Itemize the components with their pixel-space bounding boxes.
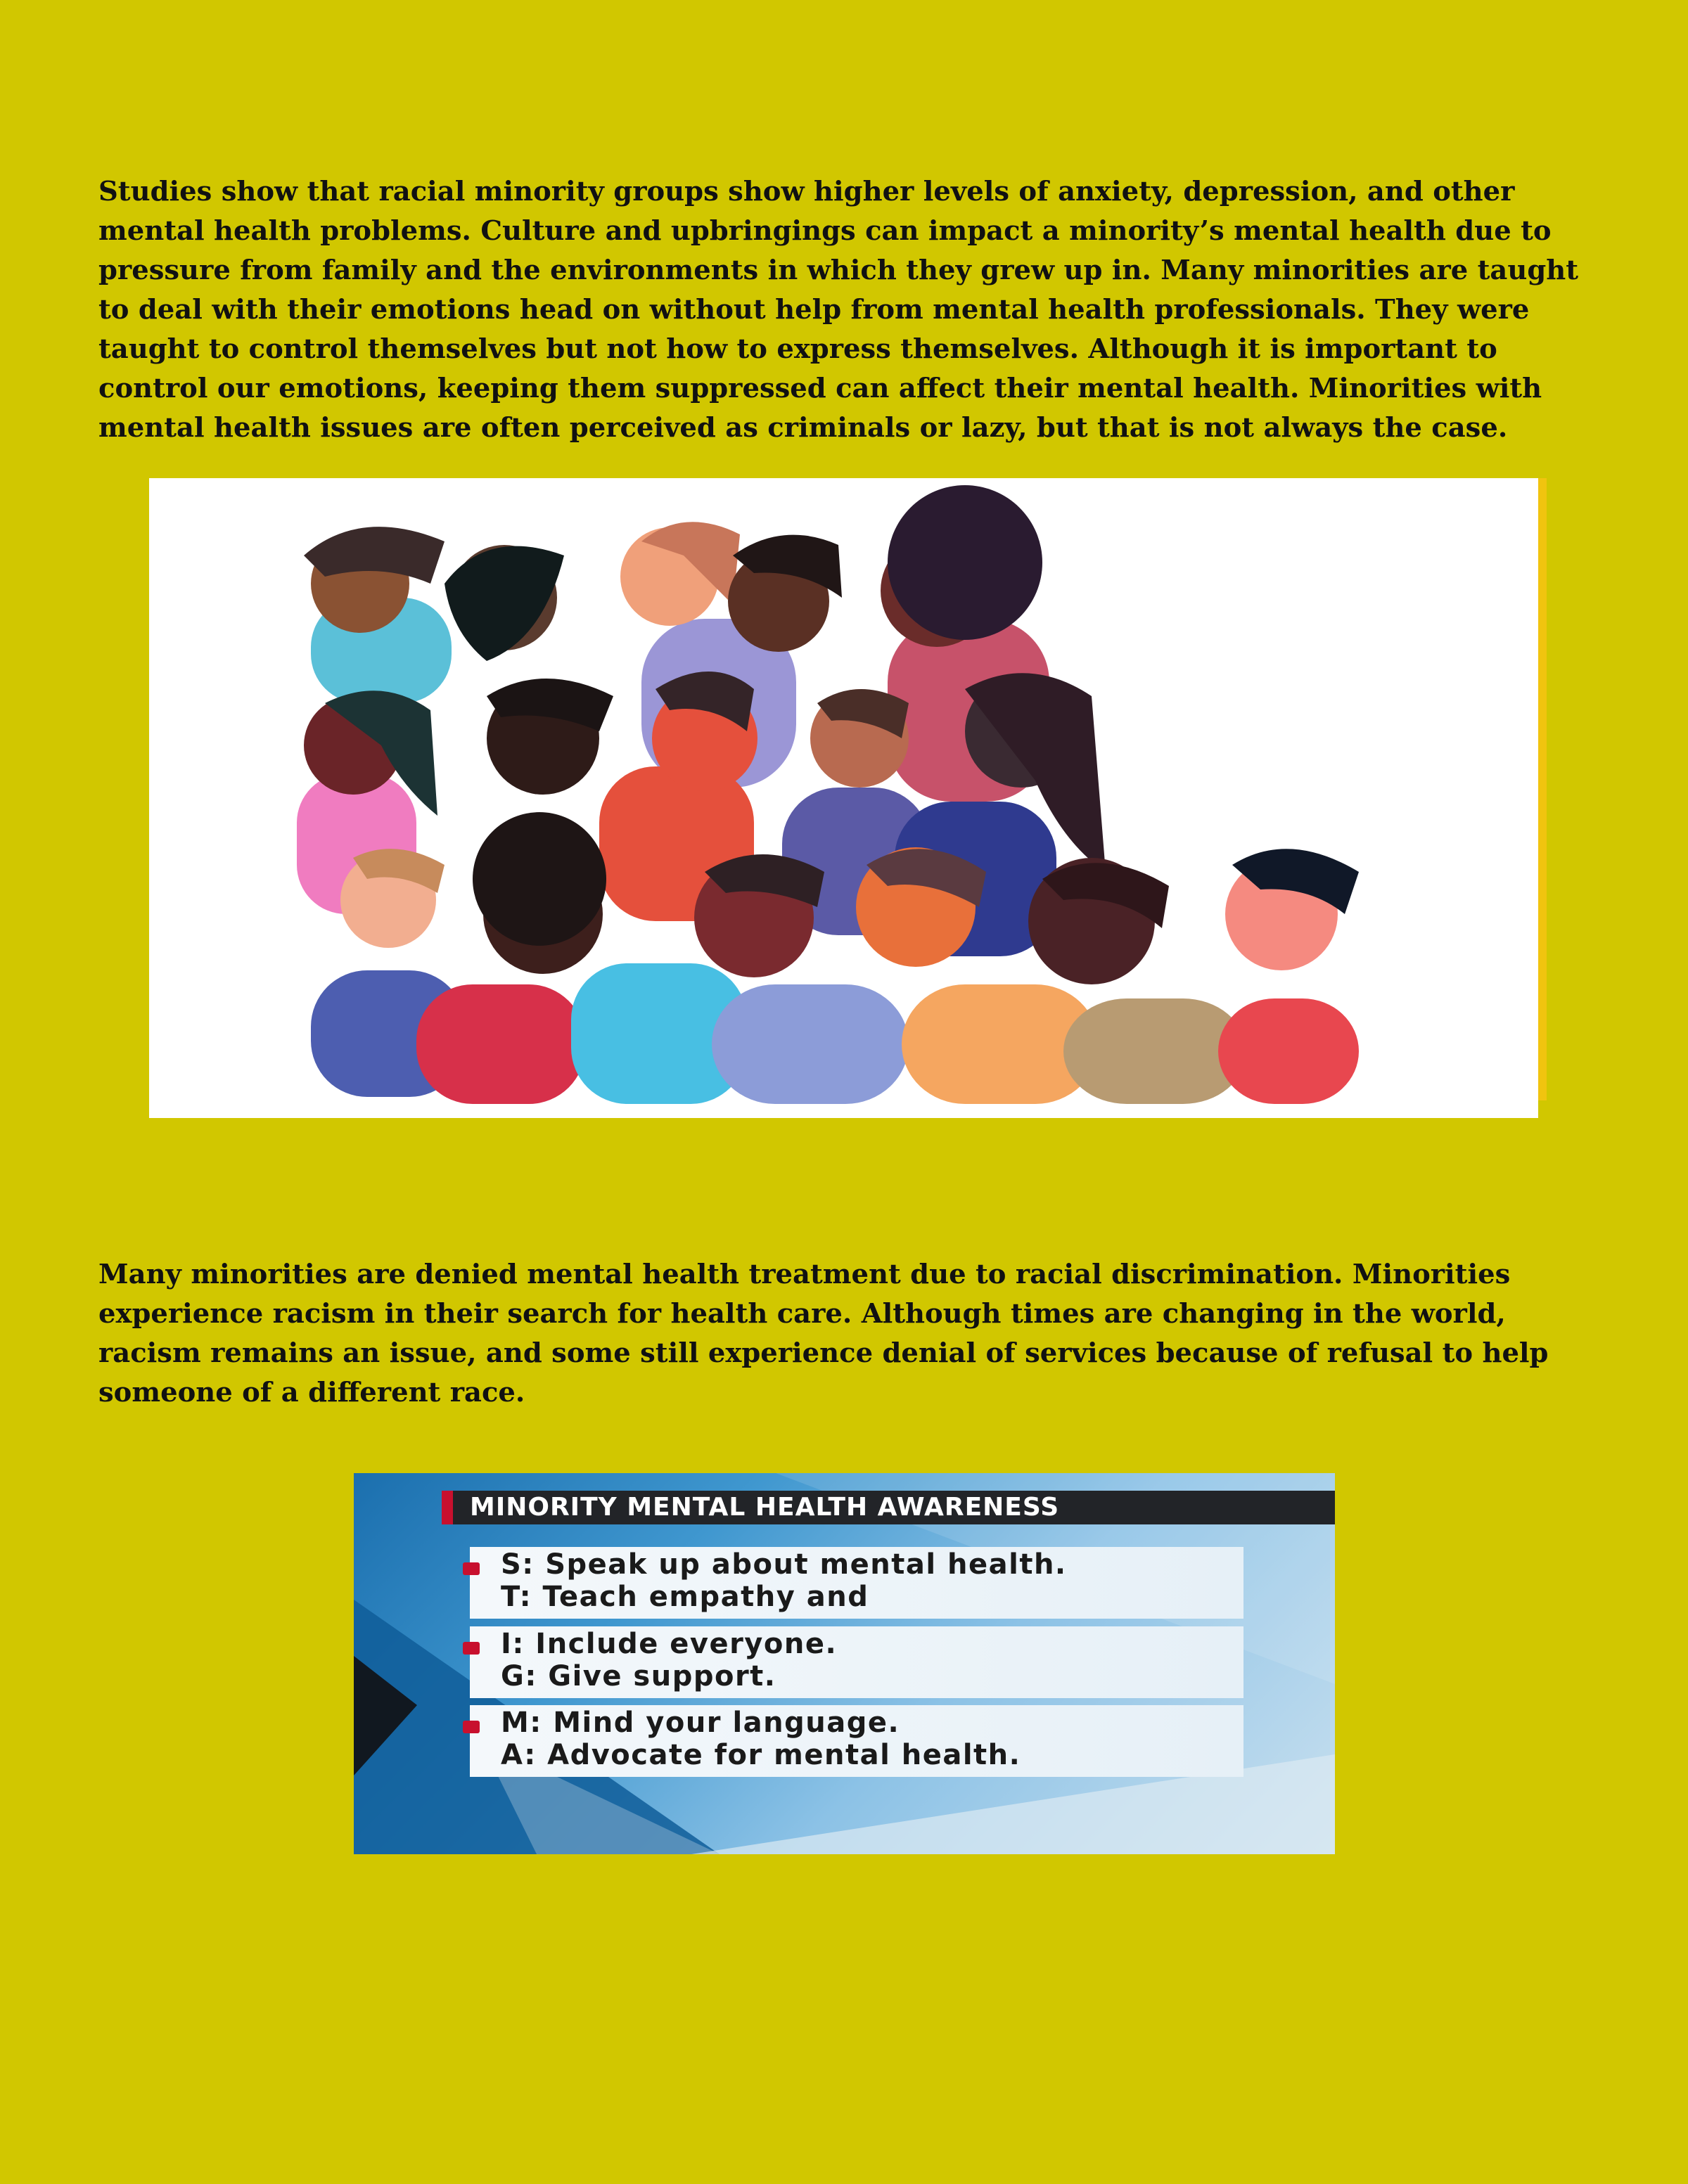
awareness-item-line: M: Mind your language. [501, 1707, 900, 1739]
awareness-item-2 [470, 1626, 1243, 1698]
awareness-item-line: T: Teach empathy and [501, 1581, 869, 1613]
awareness-item-line: I: Include everyone. [501, 1628, 838, 1660]
bullet-icon [463, 1562, 480, 1575]
people-illustration-graphic [149, 478, 1538, 1118]
image-edge-accent [1538, 478, 1547, 1100]
bullet-icon [463, 1721, 480, 1733]
awareness-graphic [354, 1473, 1335, 1854]
awareness-item-1 [470, 1547, 1243, 1619]
awareness-header-bar [442, 1491, 1335, 1524]
awareness-item-line: S: Speak up about mental health. [501, 1548, 1067, 1581]
intro-paragraph: Studies show that racial minority groups show higher levels of anxiety, depression, and other mental health problems. Culture and upbringings can impact a minority’s mental health due to pressure from family and the environments in which they grew up in. Many minorities are taught to deal with their emotions head on without help from mental health professionals. They were taught to control themselves but not how to express themselves. Although it is important to control our emotions, keeping them suppressed can affect their mental health. Minorities with mental health issues are often perceived as criminals or lazy, but that is not always the case. [98, 176, 1579, 444]
awareness-item-line: G: Give support. [501, 1660, 776, 1692]
bullet-icon [463, 1642, 480, 1655]
diverse-people-illustration [149, 478, 1538, 1118]
awareness-item-3 [470, 1705, 1243, 1777]
awareness-item-line: A: Advocate for mental health. [501, 1739, 1021, 1771]
discrimination-paragraph: Many minorities are denied mental health treatment due to racial discrimination. Minorities experience racism in their search for health care. Although times are changing in the world, racism remains an issue, and some still experience denial of services because of refusal to help someone of a different race. [98, 1259, 1549, 1408]
awareness-title: MINORITY MENTAL HEALTH AWARENESS [470, 1493, 1060, 1522]
header-accent-bar [442, 1491, 453, 1524]
